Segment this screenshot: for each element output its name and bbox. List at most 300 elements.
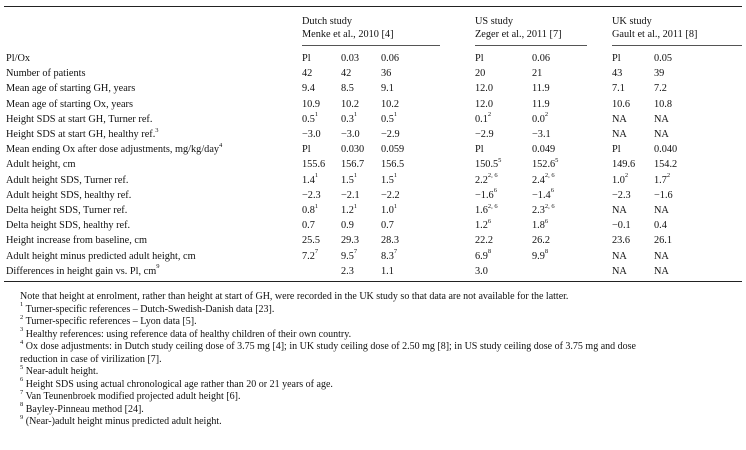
cell-value: 0.059 <box>381 144 405 156</box>
table-cell <box>654 174 670 187</box>
cell-value: 154.2 <box>654 159 678 171</box>
row-label <box>6 189 131 202</box>
cell-value: 10.6 <box>612 98 631 110</box>
table-cell <box>532 82 550 95</box>
table-cell <box>475 82 493 95</box>
cell-value: −2.2 <box>381 189 400 201</box>
cell-footnote-mark: 7 <box>314 248 319 256</box>
cell-value: 42 <box>302 68 313 80</box>
cell-value: 39 <box>654 68 665 80</box>
header-rule-uk <box>612 45 742 46</box>
table-cell <box>341 98 359 111</box>
cell-value: Pl <box>612 53 621 64</box>
cell-value: 9.9 <box>532 250 545 262</box>
table-cell <box>475 219 491 232</box>
cell-value: Pl <box>302 53 311 64</box>
table-cell <box>381 67 391 80</box>
cell-value: 0.9 <box>341 220 354 232</box>
cell-value: NA <box>612 250 627 262</box>
header-rule-dutch <box>302 45 440 46</box>
table-cell <box>475 189 497 202</box>
footnote-mark: 2 <box>20 313 24 321</box>
table-cell <box>341 189 360 202</box>
cell-value: NA <box>612 129 627 140</box>
table-cell <box>302 128 321 141</box>
table-cell <box>612 128 627 141</box>
footnote-text: Near-adult height. <box>23 366 99 377</box>
row-label <box>6 204 127 217</box>
table-cell <box>654 219 667 232</box>
table-cell <box>654 265 669 278</box>
cell-value: 1.0 <box>612 174 625 186</box>
cell-value: NA <box>654 129 669 140</box>
cell-value: 1.2 <box>475 220 488 232</box>
cell-value: Pl <box>475 53 484 64</box>
table-cell <box>654 250 669 263</box>
table-cell <box>341 219 354 232</box>
table-cell <box>532 234 550 247</box>
table-cell <box>612 204 627 217</box>
table-cell <box>532 219 548 232</box>
cell-value: 0.0 <box>532 113 545 125</box>
row-label-text: Height increase from baseline, cm <box>6 235 147 247</box>
table-cell <box>654 158 677 171</box>
table-cell <box>612 189 631 202</box>
table-cell <box>532 98 550 111</box>
table-cell <box>381 250 397 263</box>
cell-value: 36 <box>381 68 392 80</box>
table-cell <box>302 219 315 232</box>
cell-value: 155.6 <box>302 159 326 171</box>
row-label-text: Mean age of starting Ox, years <box>6 98 133 110</box>
table-cell <box>381 158 404 171</box>
cell-footnote-mark: 2 <box>624 172 629 180</box>
table-cell <box>612 52 621 65</box>
cell-value: 12.0 <box>475 98 494 110</box>
cell-value: 10.9 <box>302 98 321 110</box>
cell-value: 0.7 <box>302 220 315 232</box>
cell-value: 6.9 <box>475 250 488 262</box>
cell-footnote-mark: 2 <box>544 111 549 119</box>
table-cell <box>302 204 318 217</box>
footnote-mark: 6 <box>20 376 24 384</box>
cell-value: 1.1 <box>381 265 394 277</box>
footnote-mark: 3 <box>20 326 24 334</box>
cell-value: 0.049 <box>532 144 556 156</box>
cell-value: 156.7 <box>341 159 365 171</box>
table-cell <box>302 189 321 202</box>
table-cell <box>341 204 357 217</box>
row-label-text: Height SDS at start GH, Turner ref. <box>6 113 153 125</box>
table-cell <box>381 52 399 65</box>
table-cell <box>381 113 397 126</box>
cell-value: 12.0 <box>475 83 494 95</box>
row-label-text: Height SDS at start GH, healthy ref. <box>6 129 156 140</box>
table-cell <box>475 158 501 171</box>
cell-value: 0.030 <box>341 144 365 156</box>
row-label <box>6 128 159 141</box>
table-cell <box>532 128 551 141</box>
cell-value: 2.3 <box>341 265 354 277</box>
cell-value: 1.4 <box>302 174 315 186</box>
table-cell <box>532 158 558 171</box>
cell-value: −2.3 <box>302 189 321 201</box>
table-cell <box>302 143 311 156</box>
footnote <box>20 313 197 328</box>
table-cell <box>302 52 311 65</box>
cell-value: 7.1 <box>612 83 625 95</box>
study-name-us: US study <box>475 16 514 27</box>
table-cell <box>654 204 669 217</box>
cell-value: NA <box>612 205 627 216</box>
row-label <box>6 82 135 95</box>
cell-value: −2.3 <box>612 189 631 201</box>
table-cell <box>654 189 673 202</box>
row-label <box>6 158 76 171</box>
cell-value: 1.5 <box>341 174 354 186</box>
footnote-mark: 9 <box>20 413 24 421</box>
footnote-text: Note that height at enrolment, rather than height at start of GH, were recorded in the UK study so that data are not available for the latter. <box>20 291 569 302</box>
cell-value: 149.6 <box>612 159 636 171</box>
table-cell <box>302 82 315 95</box>
table-cell <box>381 234 399 247</box>
table-cell <box>475 174 498 187</box>
cell-value: 28.3 <box>381 235 400 247</box>
cell-footnote-mark: 1 <box>353 172 358 180</box>
table-cell <box>475 128 494 141</box>
row-label <box>6 265 159 278</box>
footnote-mark: 7 <box>20 388 24 396</box>
row-label <box>6 234 147 247</box>
table-cell <box>532 204 555 217</box>
table-cell <box>381 128 400 141</box>
cell-value: 9.4 <box>302 83 315 95</box>
table-cell <box>341 265 354 278</box>
table-cell <box>475 234 493 247</box>
table-cell <box>302 113 318 126</box>
cell-value: 1.8 <box>532 220 545 232</box>
footnote-text: reduction in case of virilization [7]. <box>20 353 162 365</box>
cell-value: 11.9 <box>532 83 550 95</box>
cell-value: −3.0 <box>341 129 360 140</box>
table-cell <box>654 234 672 247</box>
row-label-text: Mean ending Ox after dose adjustments, mg/kg/day <box>6 144 220 156</box>
footnote-text: Height SDS using actual chronological age rather than 20 or 21 years of age. <box>23 378 333 390</box>
row-label <box>6 250 196 263</box>
footnote-text: Turner-specific references – Lyon data [5]. <box>23 316 197 327</box>
table-cell <box>654 128 669 141</box>
cell-value: −2.9 <box>381 129 400 140</box>
footnote-text: Ox dose adjustments: in Dutch study ceiling dose of 3.75 mg [4]; in UK study ceiling dose of 2.50 mg [8]; in US study ceiling dose of 3.75 mg and dose <box>23 341 636 352</box>
row-label-text: Adult height, cm <box>6 159 76 171</box>
cell-value: 0.05 <box>654 53 673 64</box>
table-cell <box>612 113 627 126</box>
row-label-text: Pl/Ox <box>6 53 31 64</box>
cell-footnote-mark: 1 <box>353 202 358 210</box>
cell-value: 0.1 <box>475 113 488 125</box>
cell-value: 29.3 <box>341 235 360 247</box>
cell-value: 0.06 <box>381 53 400 64</box>
cell-footnote-mark: 1 <box>393 111 398 119</box>
table-cell <box>341 143 364 156</box>
cell-footnote-mark: 1 <box>353 111 358 119</box>
cell-value: 42 <box>341 68 352 80</box>
table-cell <box>381 98 399 111</box>
table-cell <box>612 219 631 232</box>
cell-value: 21 <box>532 68 543 80</box>
cell-footnote-mark: 2 <box>487 111 492 119</box>
table-cell <box>612 143 621 156</box>
table-cell <box>654 98 672 111</box>
table-cell <box>475 52 484 65</box>
cell-footnote-mark: 1 <box>393 202 398 210</box>
row-label-text: Differences in height gain vs. Pl, cm <box>6 265 157 277</box>
cell-value: 10.2 <box>341 98 360 110</box>
table-cell <box>475 113 491 126</box>
cell-footnote-mark: 7 <box>353 248 358 256</box>
footnote <box>20 363 99 378</box>
table-cell <box>612 265 627 278</box>
table-cell <box>475 98 493 111</box>
cell-value: 2.3 <box>532 205 545 216</box>
table-cell <box>341 113 357 126</box>
cell-value: 0.3 <box>341 113 354 125</box>
table-cell <box>612 67 622 80</box>
table-cell <box>302 98 320 111</box>
cell-footnote-mark: 7 <box>393 248 398 256</box>
cell-value: 1.5 <box>381 174 394 186</box>
footnote-text: Bayley-Pinneau method [24]. <box>23 403 144 415</box>
row-label-text: Number of patients <box>6 68 86 80</box>
study-name-dutch: Dutch study <box>302 16 353 27</box>
cell-value: 2.4 <box>532 174 545 186</box>
cell-footnote-mark: 2 <box>666 172 671 180</box>
footnote <box>20 376 333 391</box>
cell-value: 1.2 <box>341 205 354 216</box>
table-cell <box>654 143 677 156</box>
table-cell <box>532 189 554 202</box>
table-cell <box>381 189 400 202</box>
table-cell <box>302 234 320 247</box>
cell-value: 0.5 <box>302 113 315 125</box>
footnote <box>20 401 144 416</box>
bottom-rule <box>4 281 742 282</box>
cell-footnote-mark: 8 <box>544 248 549 256</box>
row-label-text: Adult height minus predicted adult height, cm <box>6 250 196 262</box>
row-label-text: Adult height SDS, Turner ref. <box>6 174 129 186</box>
cell-value: 7.2 <box>654 83 667 95</box>
study-name-uk: UK study <box>612 16 652 27</box>
header-rule-us <box>475 45 587 46</box>
cell-footnote-mark: 5 <box>498 156 502 164</box>
cell-footnote-mark: 6 <box>493 187 497 195</box>
cell-value: NA <box>612 113 627 125</box>
cell-value: Pl <box>302 144 311 156</box>
table-cell <box>475 204 498 217</box>
table-cell <box>341 158 364 171</box>
cell-value: −3.1 <box>532 129 551 140</box>
row-label-footnote-mark: 3 <box>155 126 159 134</box>
row-label <box>6 67 86 80</box>
table-cell <box>381 82 394 95</box>
table-cell <box>475 67 485 80</box>
cell-value: 3.0 <box>475 265 488 277</box>
cell-value: 23.6 <box>612 235 631 247</box>
table-cell <box>341 128 360 141</box>
cell-value: 152.6 <box>532 159 556 171</box>
cell-value: 0.4 <box>654 220 667 232</box>
cell-value: −3.0 <box>302 129 321 140</box>
row-label-footnote-mark: 4 <box>219 141 223 149</box>
row-label <box>6 52 30 65</box>
table-cell <box>341 250 357 263</box>
cell-value: −0.1 <box>612 220 631 232</box>
cell-value: 26.1 <box>654 235 673 247</box>
row-label-text: Delta height SDS, healthy ref. <box>6 220 131 232</box>
cell-value: 0.040 <box>654 144 678 156</box>
table-cell <box>532 52 550 65</box>
cell-value: 9.1 <box>381 83 394 95</box>
table-cell <box>532 174 555 187</box>
table-cell <box>341 52 359 65</box>
cell-footnote-mark: 1 <box>314 202 319 210</box>
study-ref-uk: Gault et al., 2011 [8] <box>612 29 698 40</box>
cell-value: 7.2 <box>302 250 315 262</box>
cell-value: 20 <box>475 68 486 80</box>
cell-value: Pl <box>612 144 621 156</box>
cell-footnote-mark: 1 <box>314 172 319 180</box>
cell-value: 2.2 <box>475 174 488 186</box>
table-cell <box>612 234 630 247</box>
row-label <box>6 174 128 187</box>
table-cell <box>532 113 548 126</box>
row-label <box>6 219 130 232</box>
table-cell <box>612 250 627 263</box>
top-rule <box>4 6 742 7</box>
footnote-text: Turner-specific references – Dutch-Swedish-Danish data [23]. <box>23 303 275 315</box>
table-cell <box>475 250 491 263</box>
cell-footnote-mark: 2, 6 <box>487 172 498 180</box>
cell-value: −2.1 <box>341 189 360 201</box>
cell-footnote-mark: 2, 6 <box>487 202 498 210</box>
cell-value: NA <box>654 250 669 262</box>
row-label-text: Delta height SDS, Turner ref. <box>6 205 128 216</box>
table-cell <box>381 265 394 278</box>
footnote <box>20 291 568 303</box>
cell-value: 8.5 <box>341 83 354 95</box>
cell-value: −2.9 <box>475 129 494 140</box>
cell-value: −1.6 <box>475 189 494 201</box>
cell-value: NA <box>654 113 669 125</box>
study-ref-us: Zeger et al., 2011 [7] <box>475 29 562 40</box>
table-cell <box>612 98 630 111</box>
cell-footnote-mark: 2, 6 <box>544 172 555 180</box>
cell-footnote-mark: 1 <box>393 172 398 180</box>
table-cell <box>302 158 325 171</box>
cell-value: NA <box>654 265 669 277</box>
cell-footnote-mark: 2, 6 <box>544 202 555 210</box>
cell-footnote-mark: 6 <box>550 187 554 195</box>
footnote-mark: 5 <box>20 363 24 371</box>
cell-value: 0.5 <box>381 113 394 125</box>
footnote <box>20 301 275 316</box>
table-cell <box>381 204 397 217</box>
cell-value: 25.5 <box>302 235 321 247</box>
cell-value: 0.03 <box>341 53 360 64</box>
footnote <box>20 326 352 341</box>
cell-value: NA <box>654 205 669 216</box>
table-cell <box>341 234 359 247</box>
cell-footnote-mark: 6 <box>544 217 549 225</box>
table-cell <box>654 67 664 80</box>
table-cell <box>302 67 312 80</box>
cell-value: 26.2 <box>532 235 551 247</box>
cell-value: 10.2 <box>381 98 400 110</box>
cell-value: 150.5 <box>475 159 499 171</box>
cell-value: 10.8 <box>654 98 673 110</box>
cell-value: 0.06 <box>532 53 551 64</box>
footnote-text: Healthy references: using reference data of healthy children of their own country. <box>23 328 352 340</box>
cell-value: 1.7 <box>654 174 667 186</box>
table-cell <box>381 143 404 156</box>
table-cell <box>475 143 484 156</box>
cell-footnote-mark: 1 <box>314 111 319 119</box>
footnote-mark: 8 <box>20 401 24 409</box>
cell-value: 1.0 <box>381 205 394 216</box>
table-cell <box>654 82 667 95</box>
cell-value: 156.5 <box>381 159 405 171</box>
cell-footnote-mark: 8 <box>487 248 492 256</box>
table-cell <box>341 67 351 80</box>
table-cell <box>532 250 548 263</box>
footnote <box>20 338 636 353</box>
table-cell <box>532 67 542 80</box>
cell-value: 11.9 <box>532 98 550 110</box>
table-cell <box>341 174 357 187</box>
row-label <box>6 143 222 156</box>
table-cell <box>381 174 397 187</box>
table-cell <box>612 82 625 95</box>
footnote <box>20 413 222 428</box>
table-cell <box>475 265 488 278</box>
table-cell <box>381 219 394 232</box>
cell-value: Pl <box>475 144 484 156</box>
row-label <box>6 113 152 126</box>
footnote <box>20 388 241 403</box>
table-cell <box>612 158 635 171</box>
study-ref-dutch: Menke et al., 2010 [4] <box>302 29 394 40</box>
table-cell <box>612 174 628 187</box>
cell-value: 1.6 <box>475 205 488 216</box>
cell-value: 0.7 <box>381 220 394 232</box>
table-cell <box>532 143 555 156</box>
cell-footnote-mark: 5 <box>555 156 559 164</box>
cell-value: 8.3 <box>381 250 394 262</box>
cell-value: 0.8 <box>302 205 315 216</box>
cell-value: −1.6 <box>654 189 673 201</box>
cell-value: NA <box>612 265 627 277</box>
row-label-footnote-mark: 9 <box>156 263 160 271</box>
footnote-mark: 4 <box>20 338 24 346</box>
cell-value: 9.5 <box>341 250 354 262</box>
table-cell <box>302 250 318 263</box>
row-label <box>6 98 133 111</box>
footnote-mark: 1 <box>20 301 24 309</box>
row-label-text: Adult height SDS, healthy ref. <box>6 189 132 201</box>
footnote-text: Van Teunenbroek modified projected adult height [6]. <box>23 391 241 402</box>
cell-value: −1.4 <box>532 189 551 201</box>
footnote-text: (Near-)adult height minus predicted adult height. <box>23 416 222 427</box>
